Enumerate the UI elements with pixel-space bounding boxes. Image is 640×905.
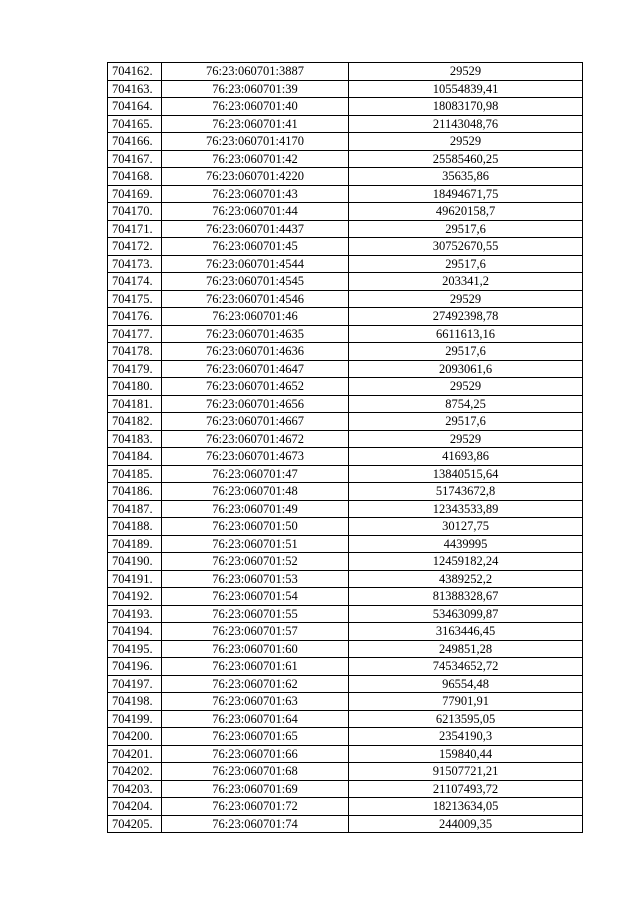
cadastral-number-cell: 76:23:060701:53 [162, 570, 349, 588]
row-number-cell: 704180. [108, 378, 162, 396]
row-number-cell: 704183. [108, 430, 162, 448]
table-row [108, 448, 583, 466]
cadastral-value-cell: 74534652,72 [349, 658, 583, 676]
cadastral-number-cell: 76:23:060701:47 [162, 465, 349, 483]
row-number-cell: 704169. [108, 185, 162, 203]
cadastral-value-cell: 96554,48 [349, 675, 583, 693]
table-row [108, 780, 583, 798]
table-row [108, 728, 583, 746]
table-row [108, 588, 583, 606]
row-number-cell: 704191. [108, 570, 162, 588]
cadastral-value-cell: 6213595,05 [349, 710, 583, 728]
row-number-cell: 704196. [108, 658, 162, 676]
cadastral-value-cell: 29517,6 [349, 220, 583, 238]
cadastral-value-cell: 27492398,78 [349, 308, 583, 326]
row-number-cell: 704198. [108, 693, 162, 711]
cadastral-number-cell: 76:23:060701:74 [162, 815, 349, 833]
table-row [108, 430, 583, 448]
table-row [108, 623, 583, 641]
cadastral-number-cell: 76:23:060701:4220 [162, 168, 349, 186]
cadastral-value-cell: 35635,86 [349, 168, 583, 186]
table-row [108, 325, 583, 343]
row-number-cell: 704193. [108, 605, 162, 623]
row-number-cell: 704194. [108, 623, 162, 641]
cadastral-value-cell: 4389252,2 [349, 570, 583, 588]
cadastral-value-cell: 6611613,16 [349, 325, 583, 343]
table-row [108, 133, 583, 151]
row-number-cell: 704173. [108, 255, 162, 273]
cadastral-number-cell: 76:23:060701:55 [162, 605, 349, 623]
row-number-cell: 704188. [108, 518, 162, 536]
row-number-cell: 704175. [108, 290, 162, 308]
cadastral-value-cell: 12459182,24 [349, 553, 583, 571]
cadastral-number-cell: 76:23:060701:68 [162, 763, 349, 781]
table-row [108, 413, 583, 431]
cadastral-number-cell: 76:23:060701:62 [162, 675, 349, 693]
cadastral-value-cell: 10554839,41 [349, 80, 583, 98]
table-row [108, 710, 583, 728]
table-row [108, 465, 583, 483]
row-number-cell: 704202. [108, 763, 162, 781]
row-number-cell: 704172. [108, 238, 162, 256]
cadastral-value-cell: 12343533,89 [349, 500, 583, 518]
cadastral-number-cell: 76:23:060701:51 [162, 535, 349, 553]
table-row [108, 483, 583, 501]
row-number-cell: 704168. [108, 168, 162, 186]
row-number-cell: 704167. [108, 150, 162, 168]
table-row [108, 518, 583, 536]
cadastral-value-cell: 25585460,25 [349, 150, 583, 168]
cadastral-value-cell: 4439995 [349, 535, 583, 553]
cadastral-value-cell: 77901,91 [349, 693, 583, 711]
cadastral-number-cell: 76:23:060701:60 [162, 640, 349, 658]
row-number-cell: 704182. [108, 413, 162, 431]
row-number-cell: 704195. [108, 640, 162, 658]
table-row [108, 570, 583, 588]
cadastral-number-cell: 76:23:060701:45 [162, 238, 349, 256]
cadastral-value-cell: 244009,35 [349, 815, 583, 833]
cadastral-value-cell: 21107493,72 [349, 780, 583, 798]
cadastral-number-cell: 76:23:060701:4656 [162, 395, 349, 413]
cadastral-value-cell: 3163446,45 [349, 623, 583, 641]
cadastral-number-cell: 76:23:060701:4672 [162, 430, 349, 448]
table-row [108, 553, 583, 571]
cadastral-value-cell: 49620158,7 [349, 203, 583, 221]
cadastral-value-cell: 13840515,64 [349, 465, 583, 483]
row-number-cell: 704203. [108, 780, 162, 798]
table-row [108, 80, 583, 98]
cadastral-value-cell: 159840,44 [349, 745, 583, 763]
table-row [108, 395, 583, 413]
table-row [108, 238, 583, 256]
cadastral-number-cell: 76:23:060701:54 [162, 588, 349, 606]
cadastral-number-cell: 76:23:060701:64 [162, 710, 349, 728]
cadastral-number-cell: 76:23:060701:41 [162, 115, 349, 133]
row-number-cell: 704184. [108, 448, 162, 466]
table-row [108, 798, 583, 816]
cadastral-number-cell: 76:23:060701:39 [162, 80, 349, 98]
cadastral-value-table [107, 62, 583, 833]
cadastral-number-cell: 76:23:060701:66 [162, 745, 349, 763]
cadastral-value-cell: 30127,75 [349, 518, 583, 536]
cadastral-value-cell: 29529 [349, 63, 583, 81]
cadastral-value-cell: 29529 [349, 378, 583, 396]
row-number-cell: 704171. [108, 220, 162, 238]
cadastral-number-cell: 76:23:060701:72 [162, 798, 349, 816]
table-row [108, 605, 583, 623]
row-number-cell: 704185. [108, 465, 162, 483]
cadastral-number-cell: 76:23:060701:4545 [162, 273, 349, 291]
table-row [108, 675, 583, 693]
cadastral-number-cell: 76:23:060701:4636 [162, 343, 349, 361]
table-row [108, 745, 583, 763]
cadastral-number-cell: 76:23:060701:40 [162, 98, 349, 116]
cadastral-number-cell: 76:23:060701:52 [162, 553, 349, 571]
table-row [108, 343, 583, 361]
cadastral-value-cell: 53463099,87 [349, 605, 583, 623]
cadastral-number-cell: 76:23:060701:42 [162, 150, 349, 168]
row-number-cell: 704174. [108, 273, 162, 291]
cadastral-number-cell: 76:23:060701:65 [162, 728, 349, 746]
cadastral-number-cell: 76:23:060701:4544 [162, 255, 349, 273]
cadastral-number-cell: 76:23:060701:48 [162, 483, 349, 501]
cadastral-number-cell: 76:23:060701:3887 [162, 63, 349, 81]
cadastral-number-cell: 76:23:060701:57 [162, 623, 349, 641]
table-row [108, 535, 583, 553]
cadastral-number-cell: 76:23:060701:50 [162, 518, 349, 536]
cadastral-value-cell: 18494671,75 [349, 185, 583, 203]
cadastral-number-cell: 76:23:060701:43 [162, 185, 349, 203]
table-row [108, 273, 583, 291]
table-row [108, 693, 583, 711]
table-row [108, 168, 583, 186]
cadastral-number-cell: 76:23:060701:4635 [162, 325, 349, 343]
table-row [108, 290, 583, 308]
row-number-cell: 704197. [108, 675, 162, 693]
table-row [108, 815, 583, 833]
table-row [108, 360, 583, 378]
table-body [108, 63, 583, 833]
cadastral-number-cell: 76:23:060701:4170 [162, 133, 349, 151]
cadastral-number-cell: 76:23:060701:4673 [162, 448, 349, 466]
cadastral-value-cell: 30752670,55 [349, 238, 583, 256]
cadastral-value-cell: 2093061,6 [349, 360, 583, 378]
cadastral-value-cell: 81388328,67 [349, 588, 583, 606]
cadastral-number-cell: 76:23:060701:49 [162, 500, 349, 518]
row-number-cell: 704187. [108, 500, 162, 518]
row-number-cell: 704200. [108, 728, 162, 746]
cadastral-number-cell: 76:23:060701:4667 [162, 413, 349, 431]
cadastral-value-cell: 29529 [349, 430, 583, 448]
table-row [108, 378, 583, 396]
cadastral-value-cell: 29517,6 [349, 255, 583, 273]
row-number-cell: 704163. [108, 80, 162, 98]
cadastral-value-cell: 51743672,8 [349, 483, 583, 501]
row-number-cell: 704204. [108, 798, 162, 816]
cadastral-value-cell: 29517,6 [349, 413, 583, 431]
table-row [108, 658, 583, 676]
row-number-cell: 704165. [108, 115, 162, 133]
cadastral-value-cell: 249851,28 [349, 640, 583, 658]
cadastral-number-cell: 76:23:060701:69 [162, 780, 349, 798]
row-number-cell: 704176. [108, 308, 162, 326]
cadastral-value-cell: 21143048,76 [349, 115, 583, 133]
table-row [108, 115, 583, 133]
row-number-cell: 704179. [108, 360, 162, 378]
table-row [108, 63, 583, 81]
table-row [108, 203, 583, 221]
row-number-cell: 704205. [108, 815, 162, 833]
cadastral-number-cell: 76:23:060701:4546 [162, 290, 349, 308]
cadastral-value-cell: 29517,6 [349, 343, 583, 361]
row-number-cell: 704190. [108, 553, 162, 571]
cadastral-value-cell: 8754,25 [349, 395, 583, 413]
row-number-cell: 704201. [108, 745, 162, 763]
table-row [108, 220, 583, 238]
table-row [108, 763, 583, 781]
row-number-cell: 704181. [108, 395, 162, 413]
cadastral-value-cell: 29529 [349, 133, 583, 151]
row-number-cell: 704178. [108, 343, 162, 361]
cadastral-value-cell: 18083170,98 [349, 98, 583, 116]
cadastral-value-cell: 29529 [349, 290, 583, 308]
table-row [108, 98, 583, 116]
cadastral-number-cell: 76:23:060701:4652 [162, 378, 349, 396]
row-number-cell: 704162. [108, 63, 162, 81]
row-number-cell: 704192. [108, 588, 162, 606]
row-number-cell: 704164. [108, 98, 162, 116]
row-number-cell: 704186. [108, 483, 162, 501]
row-number-cell: 704199. [108, 710, 162, 728]
row-number-cell: 704189. [108, 535, 162, 553]
cadastral-value-cell: 203341,2 [349, 273, 583, 291]
row-number-cell: 704177. [108, 325, 162, 343]
table-row [108, 255, 583, 273]
cadastral-number-cell: 76:23:060701:4647 [162, 360, 349, 378]
table-row [108, 185, 583, 203]
table-row [108, 640, 583, 658]
cadastral-value-cell: 2354190,3 [349, 728, 583, 746]
cadastral-number-cell: 76:23:060701:46 [162, 308, 349, 326]
row-number-cell: 704166. [108, 133, 162, 151]
cadastral-value-cell: 41693,86 [349, 448, 583, 466]
cadastral-number-cell: 76:23:060701:63 [162, 693, 349, 711]
cadastral-value-cell: 18213634,05 [349, 798, 583, 816]
table-row [108, 500, 583, 518]
row-number-cell: 704170. [108, 203, 162, 221]
cadastral-number-cell: 76:23:060701:44 [162, 203, 349, 221]
cadastral-number-cell: 76:23:060701:61 [162, 658, 349, 676]
table-row [108, 150, 583, 168]
cadastral-number-cell: 76:23:060701:4437 [162, 220, 349, 238]
cadastral-value-cell: 91507721,21 [349, 763, 583, 781]
table-row [108, 308, 583, 326]
